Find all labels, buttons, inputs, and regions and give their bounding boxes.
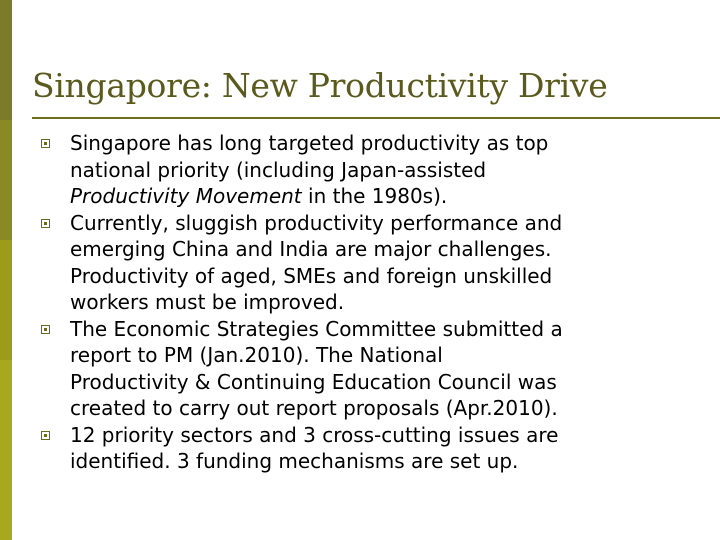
band-segment-4 bbox=[0, 360, 12, 540]
square-bullet-icon bbox=[41, 219, 50, 228]
bullet-2-line-2: emerging China and India are major challenges. bbox=[70, 237, 552, 261]
bullet-item-3 bbox=[40, 316, 700, 422]
bullet-item-4 bbox=[40, 422, 700, 475]
bullet-1-line-2: national priority (including Japan-assisted bbox=[70, 157, 487, 182]
band-segment-1 bbox=[0, 0, 12, 120]
bullet-2-line-1: Currently, sluggish productivity performance and bbox=[70, 210, 563, 235]
square-bullet-icon bbox=[41, 139, 50, 148]
bullet-item-2 bbox=[40, 210, 700, 316]
bullet-2-line-3: Productivity of aged, SMEs and foreign unskilled bbox=[70, 263, 553, 288]
band-segment-3 bbox=[0, 240, 12, 360]
square-bullet-icon bbox=[41, 325, 50, 334]
title-underline bbox=[32, 117, 720, 119]
square-bullet-icon bbox=[41, 431, 50, 440]
bullet-2-line-4: workers must be improved. bbox=[70, 290, 345, 314]
bullet-3-line-4: created to carry out report proposals (Apr.2010). bbox=[70, 396, 558, 420]
bullet-4-line-1: 12 priority sectors and 3 cross-cutting issues are bbox=[70, 422, 559, 447]
band-segment-2 bbox=[0, 120, 12, 240]
bullet-list bbox=[40, 130, 700, 475]
productivity-movement-term: Productivity Movement bbox=[70, 184, 302, 208]
left-accent-band bbox=[0, 0, 12, 540]
bullet-item-1 bbox=[40, 130, 700, 210]
bullet-4-line-2: identified. 3 funding mechanisms are set up. bbox=[70, 449, 519, 473]
slide-title: Singapore: New Productivity Drive bbox=[32, 66, 608, 105]
bullet-1-line-3-rest: in the 1980s). bbox=[301, 184, 448, 208]
bullet-3-line-1: The Economic Strategies Committee submitted a bbox=[70, 316, 563, 341]
bullet-1-line-1: Singapore has long targeted productivity as top bbox=[70, 131, 549, 155]
bullet-3-line-3: Productivity & Continuing Education Council was bbox=[70, 369, 557, 394]
bullet-1-line-3 bbox=[70, 183, 700, 210]
bullet-3-line-2: report to PM (Jan.2010). The National bbox=[70, 343, 443, 367]
